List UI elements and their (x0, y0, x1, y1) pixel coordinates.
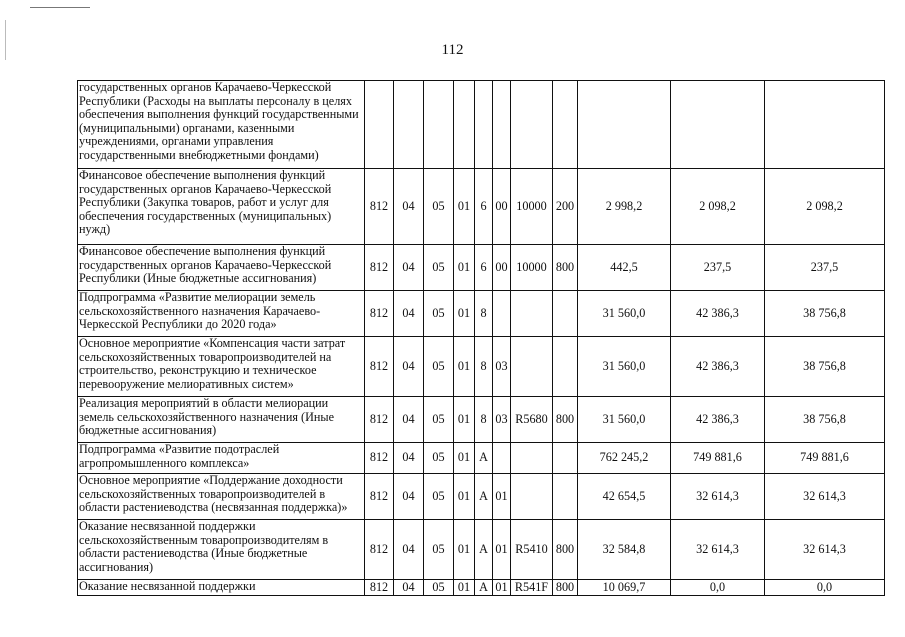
cell-sum-3: 38 756,8 (765, 337, 885, 397)
cell-direction (511, 337, 553, 397)
row-name: Оказание несвязанной поддержки сельскохозяйственным товаропроизводителям в области растениеводства (Иные бюджетные ассигнования) (78, 520, 365, 580)
cell-program (454, 81, 475, 169)
cell-program: 01 (454, 443, 475, 474)
cell-program: 01 (454, 474, 475, 520)
row-name: Основное мероприятие «Компенсация части затрат сельскохозяйственных товаропроизводителей на строительство, реконструкцию и техническое перевооружение мелиоративных систем» (78, 337, 365, 397)
cell-sum-1 (578, 81, 671, 169)
cell-direction: R5410 (511, 520, 553, 580)
cell-ved: 812 (365, 474, 394, 520)
cell-subsection: 05 (424, 580, 454, 596)
cell-subsection: 05 (424, 245, 454, 291)
cell-direction: 10000 (511, 245, 553, 291)
cell-subsection: 05 (424, 337, 454, 397)
cell-sum-3: 38 756,8 (765, 291, 885, 337)
cell-subprogram: 8 (475, 397, 493, 443)
cell-sum-3: 749 881,6 (765, 443, 885, 474)
cell-section: 04 (394, 580, 424, 596)
cell-section: 04 (394, 474, 424, 520)
cell-program: 01 (454, 397, 475, 443)
cell-event: 03 (493, 337, 511, 397)
cell-subprogram: 8 (475, 291, 493, 337)
cell-subprogram: А (475, 580, 493, 596)
cell-subsection (424, 81, 454, 169)
cell-subprogram: А (475, 443, 493, 474)
table-row (78, 397, 885, 443)
cell-sum-2: 32 614,3 (671, 520, 765, 580)
cell-expense-type: 800 (553, 520, 578, 580)
cell-program: 01 (454, 169, 475, 245)
table-row (78, 580, 885, 596)
table-row (78, 169, 885, 245)
cell-sum-2: 32 614,3 (671, 474, 765, 520)
cell-subsection: 05 (424, 291, 454, 337)
cell-section: 04 (394, 169, 424, 245)
cell-event: 01 (493, 474, 511, 520)
cell-expense-type: 800 (553, 397, 578, 443)
cell-expense-type (553, 337, 578, 397)
cell-sum-3: 2 098,2 (765, 169, 885, 245)
cell-sum-2: 0,0 (671, 580, 765, 596)
table-row (78, 520, 885, 580)
cell-sum-1: 31 560,0 (578, 291, 671, 337)
cell-sum-2: 42 386,3 (671, 337, 765, 397)
cell-sum-3: 32 614,3 (765, 474, 885, 520)
cell-event (493, 443, 511, 474)
cell-section: 04 (394, 245, 424, 291)
cell-event: 01 (493, 520, 511, 580)
row-name: Оказание несвязанной поддержки (78, 580, 365, 596)
cell-sum-1: 31 560,0 (578, 397, 671, 443)
cell-sum-2 (671, 81, 765, 169)
cell-sum-2: 237,5 (671, 245, 765, 291)
table-row (78, 245, 885, 291)
row-name: Подпрограмма «Развитие подотраслей агропромышленного комплекса» (78, 443, 365, 474)
cell-ved: 812 (365, 291, 394, 337)
cell-expense-type (553, 291, 578, 337)
cell-expense-type (553, 443, 578, 474)
cell-sum-1: 10 069,7 (578, 580, 671, 596)
cell-subsection: 05 (424, 520, 454, 580)
table-row (78, 81, 885, 169)
cell-ved: 812 (365, 443, 394, 474)
cell-subsection: 05 (424, 474, 454, 520)
cell-subprogram (475, 81, 493, 169)
cell-section: 04 (394, 337, 424, 397)
cell-sum-1: 42 654,5 (578, 474, 671, 520)
cell-sum-3: 237,5 (765, 245, 885, 291)
cell-sum-1: 442,5 (578, 245, 671, 291)
cell-program: 01 (454, 337, 475, 397)
cell-direction (511, 81, 553, 169)
page-number: 112 (441, 42, 464, 58)
cell-program: 01 (454, 580, 475, 596)
cell-direction: R5680 (511, 397, 553, 443)
table-row (78, 337, 885, 397)
cell-sum-1: 2 998,2 (578, 169, 671, 245)
row-name: Подпрограмма «Развитие мелиорации земель сельскохозяйственного назначения Карачаево-Черкесской Республики до 2020 года» (78, 291, 365, 337)
cell-sum-2: 749 881,6 (671, 443, 765, 474)
scan-top-rule (30, 7, 90, 8)
cell-sum-3: 0,0 (765, 580, 885, 596)
cell-sum-1: 32 584,8 (578, 520, 671, 580)
cell-section (394, 81, 424, 169)
cell-expense-type (553, 474, 578, 520)
cell-event: 00 (493, 245, 511, 291)
cell-ved: 812 (365, 245, 394, 291)
cell-sum-1: 31 560,0 (578, 337, 671, 397)
cell-program: 01 (454, 291, 475, 337)
cell-direction (511, 443, 553, 474)
cell-direction: R541F (511, 580, 553, 596)
cell-event: 00 (493, 169, 511, 245)
cell-subsection: 05 (424, 443, 454, 474)
cell-sum-3 (765, 81, 885, 169)
cell-subprogram: А (475, 520, 493, 580)
cell-program: 01 (454, 520, 475, 580)
row-name: Реализация мероприятий в области мелиорации земель сельскохозяйственного назначения (Иные бюджетные ассигнования) (78, 397, 365, 443)
cell-subsection: 05 (424, 397, 454, 443)
cell-ved (365, 81, 394, 169)
cell-program: 01 (454, 245, 475, 291)
cell-event: 01 (493, 580, 511, 596)
cell-sum-2: 42 386,3 (671, 291, 765, 337)
cell-sum-3: 38 756,8 (765, 397, 885, 443)
row-name: Финансовое обеспечение выполнения функций государственных органов Карачаево-Черкесской Республики (Иные бюджетные ассигнования) (78, 245, 365, 291)
cell-sum-3: 32 614,3 (765, 520, 885, 580)
cell-expense-type: 800 (553, 580, 578, 596)
cell-ved: 812 (365, 580, 394, 596)
budget-table (77, 80, 885, 596)
cell-direction (511, 291, 553, 337)
cell-section: 04 (394, 443, 424, 474)
row-name: государственных органов Карачаево-Черкесской Республики (Расходы на выплаты персоналу в целях обеспечения выполнения функций государственными (муниципальными) органами, казенными учреждениями, органами управления государственными внебюджетными фондами) (78, 81, 365, 169)
cell-section: 04 (394, 397, 424, 443)
cell-subprogram: А (475, 474, 493, 520)
cell-subprogram: 6 (475, 169, 493, 245)
cell-sum-2: 2 098,2 (671, 169, 765, 245)
cell-event (493, 291, 511, 337)
cell-ved: 812 (365, 337, 394, 397)
cell-direction: 10000 (511, 169, 553, 245)
cell-ved: 812 (365, 520, 394, 580)
cell-ved: 812 (365, 169, 394, 245)
table-row (78, 474, 885, 520)
cell-sum-1: 762 245,2 (578, 443, 671, 474)
table-row (78, 291, 885, 337)
cell-expense-type (553, 81, 578, 169)
cell-ved: 812 (365, 397, 394, 443)
row-name: Основное мероприятие «Поддержание доходности сельскохозяйственных товаропроизводителей в области растениеводства (несвязанная поддержка)» (78, 474, 365, 520)
cell-subsection: 05 (424, 169, 454, 245)
cell-expense-type: 200 (553, 169, 578, 245)
cell-subprogram: 8 (475, 337, 493, 397)
cell-sum-2: 42 386,3 (671, 397, 765, 443)
cell-event (493, 81, 511, 169)
row-name: Финансовое обеспечение выполнения функций государственных органов Карачаево-Черкесской Республики (Закупка товаров, работ и услуг для обеспечения государственных (муниципальных) нужд) (78, 169, 365, 245)
cell-section: 04 (394, 520, 424, 580)
cell-direction (511, 474, 553, 520)
table-row (78, 443, 885, 474)
cell-subprogram: 6 (475, 245, 493, 291)
cell-expense-type: 800 (553, 245, 578, 291)
cell-section: 04 (394, 291, 424, 337)
cell-event: 03 (493, 397, 511, 443)
